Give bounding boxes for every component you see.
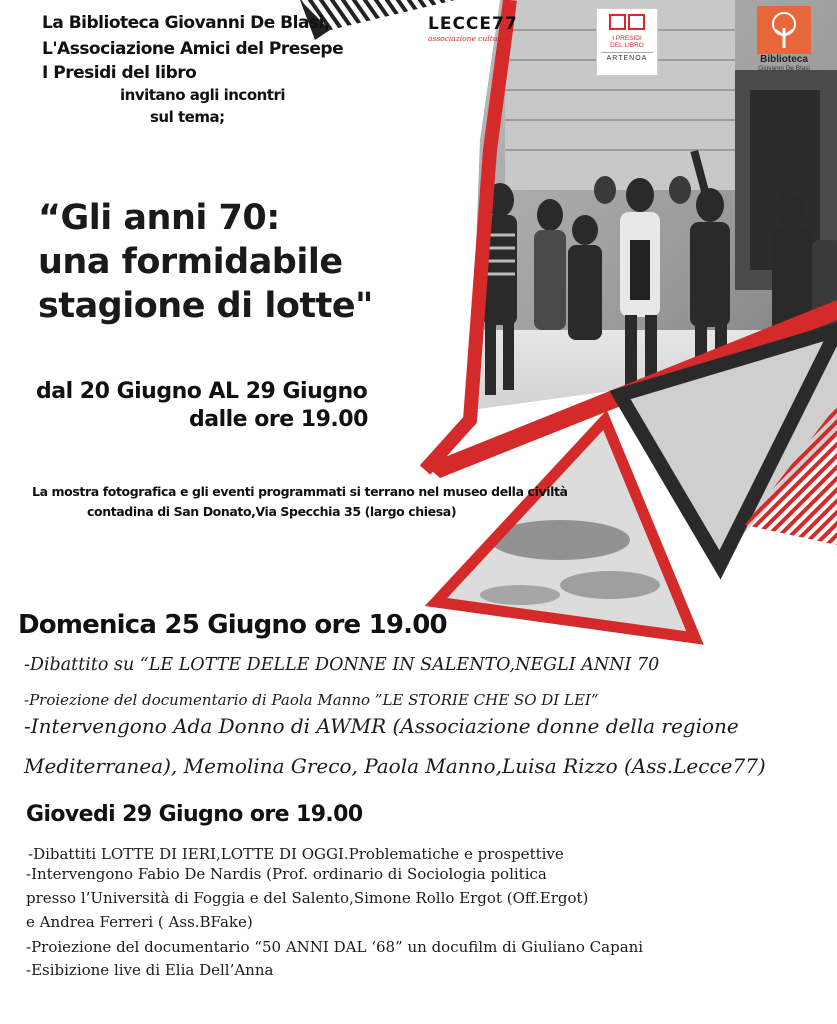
organizer-line-4: invitano agli incontri	[120, 86, 286, 104]
event1-item-1: -Dibattito su “LE LOTTE DELLE DONNE IN SALENTO,NEGLI ANNI 70	[24, 655, 660, 675]
event1-item-3: -Intervengono Ada Donno di AWMR (Associazione donne della regione	[24, 714, 739, 738]
organizer-line-3: I Presidi del libro	[42, 63, 197, 83]
title-line-3: stagione di lotte"	[38, 286, 373, 326]
event-title	[38, 196, 458, 328]
venue-info	[32, 482, 592, 522]
lecce77-logo-subtitle: associazione culturale	[428, 34, 513, 43]
book-icon	[608, 13, 646, 31]
event2-item-6: -Esibizione live di Elia Dell’Anna	[26, 961, 274, 979]
presidi-del-libro-logo	[596, 8, 658, 76]
presidi-logo-sub: ARTENOA	[606, 55, 648, 62]
event2-item-2: -Intervengono Fabio De Nardis (Prof. ordinario di Sociologia politica	[26, 865, 547, 883]
organizer-line-1: La Biblioteca Giovanni De Blasi,	[42, 13, 330, 33]
tree-icon	[757, 6, 811, 54]
biblioteca-logo	[752, 6, 816, 74]
event2-item-1: -Dibattiti LOTTE DI IERI,LOTTE DI OGGI.Problematiche e prospettive	[28, 845, 564, 863]
organizer-line-5: sul tema;	[150, 108, 225, 126]
presidi-logo-line1: I PRESIDI	[612, 35, 642, 42]
title-line-1: “Gli anni 70:	[38, 198, 280, 238]
biblioteca-logo-line2: Giovanni De Blasi	[758, 65, 810, 72]
presidi-logo-line2: DEL LIBRO	[610, 42, 644, 49]
venue-line-1: La mostra fotografica e gli eventi programmati si terrano nel museo della civiltà	[32, 484, 568, 499]
lecce77-logo-name: LECCE77	[428, 14, 518, 34]
biblioteca-logo-line1: Biblioteca	[760, 54, 808, 65]
lecce77-logo	[428, 14, 532, 64]
event1-item-2: -Proiezione del documentario di Paola Manno ”LE STORIE CHE SO DI LEI”	[24, 691, 599, 709]
event1-heading: Domenica 25 Giugno ore 19.00	[18, 610, 447, 640]
event1-item-4: Mediterranea), Memolina Greco, Paola Manno,Luisa Rizzo (Ass.Lecce77)	[24, 754, 766, 778]
title-line-2: una formidabile	[38, 242, 343, 282]
event2-item-3: presso l’Università di Foggia e del Salento,Simone Rollo Ergot (Off.Ergot)	[26, 889, 589, 907]
organizers-block	[42, 10, 342, 128]
event2-heading: Giovedi 29 Giugno ore 19.00	[26, 802, 363, 827]
event2-item-4: e Andrea Ferreri ( Ass.BFake)	[26, 913, 253, 931]
event-dates	[36, 378, 416, 434]
venue-line-2: contadina di San Donato,Via Specchia 35 (largo chiesa)	[87, 504, 457, 519]
date-time: dalle ore 19.00	[189, 407, 368, 432]
event2-item-5: -Proiezione del documentario “50 ANNI DAL ‘68” un docufilm di Giuliano Capani	[26, 938, 644, 956]
organizer-line-2: L'Associazione Amici del Presepe	[42, 39, 344, 59]
date-range: dal 20 Giugno AL 29 Giugno	[36, 379, 368, 404]
